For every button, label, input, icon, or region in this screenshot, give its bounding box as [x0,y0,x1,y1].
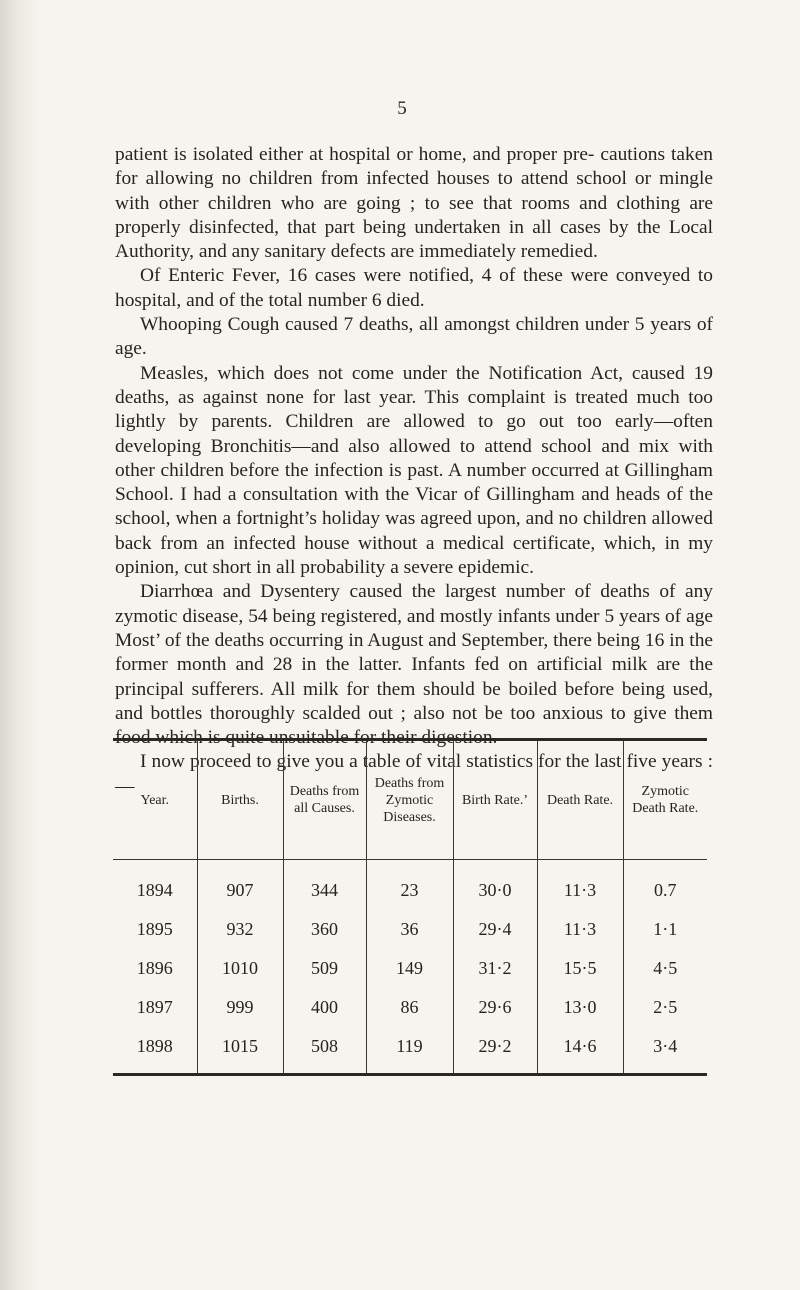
cell-birth-rate: 31·2 [453,949,537,988]
cell-death-rate: 14·6 [537,1027,623,1075]
paragraph-whooping-cough: Whooping Cough caused 7 deaths, all amongst children under 5 years of age. [115,314,713,360]
header-deaths-zymotic: Deaths from Zymotic Diseases. [366,740,453,860]
cell-birth-rate: 29·6 [453,988,537,1027]
page-number: 5 [397,98,407,119]
cell-zymotic-rate: 2·5 [623,988,707,1027]
cell-births: 907 [197,860,283,911]
table-row [113,1027,707,1075]
cell-deaths-all: 344 [283,860,366,911]
cell-deaths-all: 509 [283,949,366,988]
cell-births: 999 [197,988,283,1027]
table-row [113,988,707,1027]
paragraph-measles: Measles, which does not come under the Notification Act, caused 19 deaths, as against none for last year. This complaint is treated much too lightly by parents. Children are allowed to go out too early—often developing Bronchitis—and also allowed to attend school and mix with other children before the infection is past. A number occurred at Gillingham School. I had a consultation with the Vicar of Gillingham and heads of the school, when a fortnight’s holiday was agreed upon, and no children allowed back from an infected house without a medical certificate, which, in my opinion, cut short in all probability a severe epidemic. [115,362,713,579]
cell-births: 1010 [197,949,283,988]
cell-births: 1015 [197,1027,283,1075]
page-edge-shadow [0,0,38,1290]
paragraph-precautions: patient is isolated either at hospital or home, and proper pre- cautions taken for allowing no children from infected houses to attend school or mingle with other children who are going ; to see that rooms and clothing are properly disinfected, that part being undertaken in all cases by the Local Authority, and any sanitary defects are immediately remedied. [115,144,713,263]
cell-year: 1898 [136,1036,173,1056]
table-row [113,949,707,988]
cell-death-rate: 13·0 [537,988,623,1027]
header-birth-rate: Birth Rate.’ [453,740,537,860]
vital-statistics-table [113,738,707,1076]
cell-birth-rate: 29·2 [453,1027,537,1075]
cell-year: 1895 [136,919,173,939]
cell-zymotic-rate: 3·4 [623,1027,707,1075]
cell-year: 1894 [136,880,173,900]
paragraph-diarrhoea: Diarrhœa and Dysentery caused the largest number of deaths of any zymotic disease, 54 being registered, and mostly infants under 5 years of age Most’ of the deaths occurring in August and September, there being 16 in the former month and 28 in the latter. Infants fed on artificial milk are the principal sufferers. All milk for them should be boiled before being used, and bottles thoroughly scalded out ; also not be too anxious to give them food which is quite unsuitable for their digestion. [115,581,713,749]
cell-zymotic-rate: 1·1 [623,910,707,949]
cell-deaths-zymotic: 86 [366,988,453,1027]
cell-zymotic-rate: 4·5 [623,949,707,988]
paragraph-table-intro: I now proceed to give you a table of vital statistics for the last five years :— [115,751,713,797]
table-row [113,860,707,911]
cell-birth-rate: 29·4 [453,910,537,949]
cell-death-rate: 11·3 [537,910,623,949]
paragraph-enteric-fever: Of Enteric Fever, 16 cases were notified, 4 of these were conveyed to hospital, and of the total number 6 died. [115,265,713,311]
cell-deaths-zymotic: 36 [366,910,453,949]
cell-death-rate: 11·3 [537,860,623,911]
header-death-rate: Death Rate. [537,740,623,860]
cell-deaths-zymotic: 119 [366,1027,453,1075]
cell-births: 932 [197,910,283,949]
cell-deaths-all: 360 [283,910,366,949]
header-zymotic-death-rate: Zymotic Death Rate. [623,740,707,860]
table-header-row [113,740,707,860]
cell-deaths-zymotic: 23 [366,860,453,911]
cell-year: 1896 [136,958,173,978]
header-year: Year. [113,740,197,860]
table-row [113,910,707,949]
cell-birth-rate: 30·0 [453,860,537,911]
body-text [115,143,713,799]
cell-death-rate: 15·5 [537,949,623,988]
cell-deaths-zymotic: 149 [366,949,453,988]
header-deaths-all-causes: Deaths from all Causes. [283,740,366,860]
cell-deaths-all: 400 [283,988,366,1027]
cell-zymotic-rate: 0.7 [623,860,707,911]
cell-deaths-all: 508 [283,1027,366,1075]
cell-year: 1897 [136,997,173,1017]
header-births: Births. [197,740,283,860]
